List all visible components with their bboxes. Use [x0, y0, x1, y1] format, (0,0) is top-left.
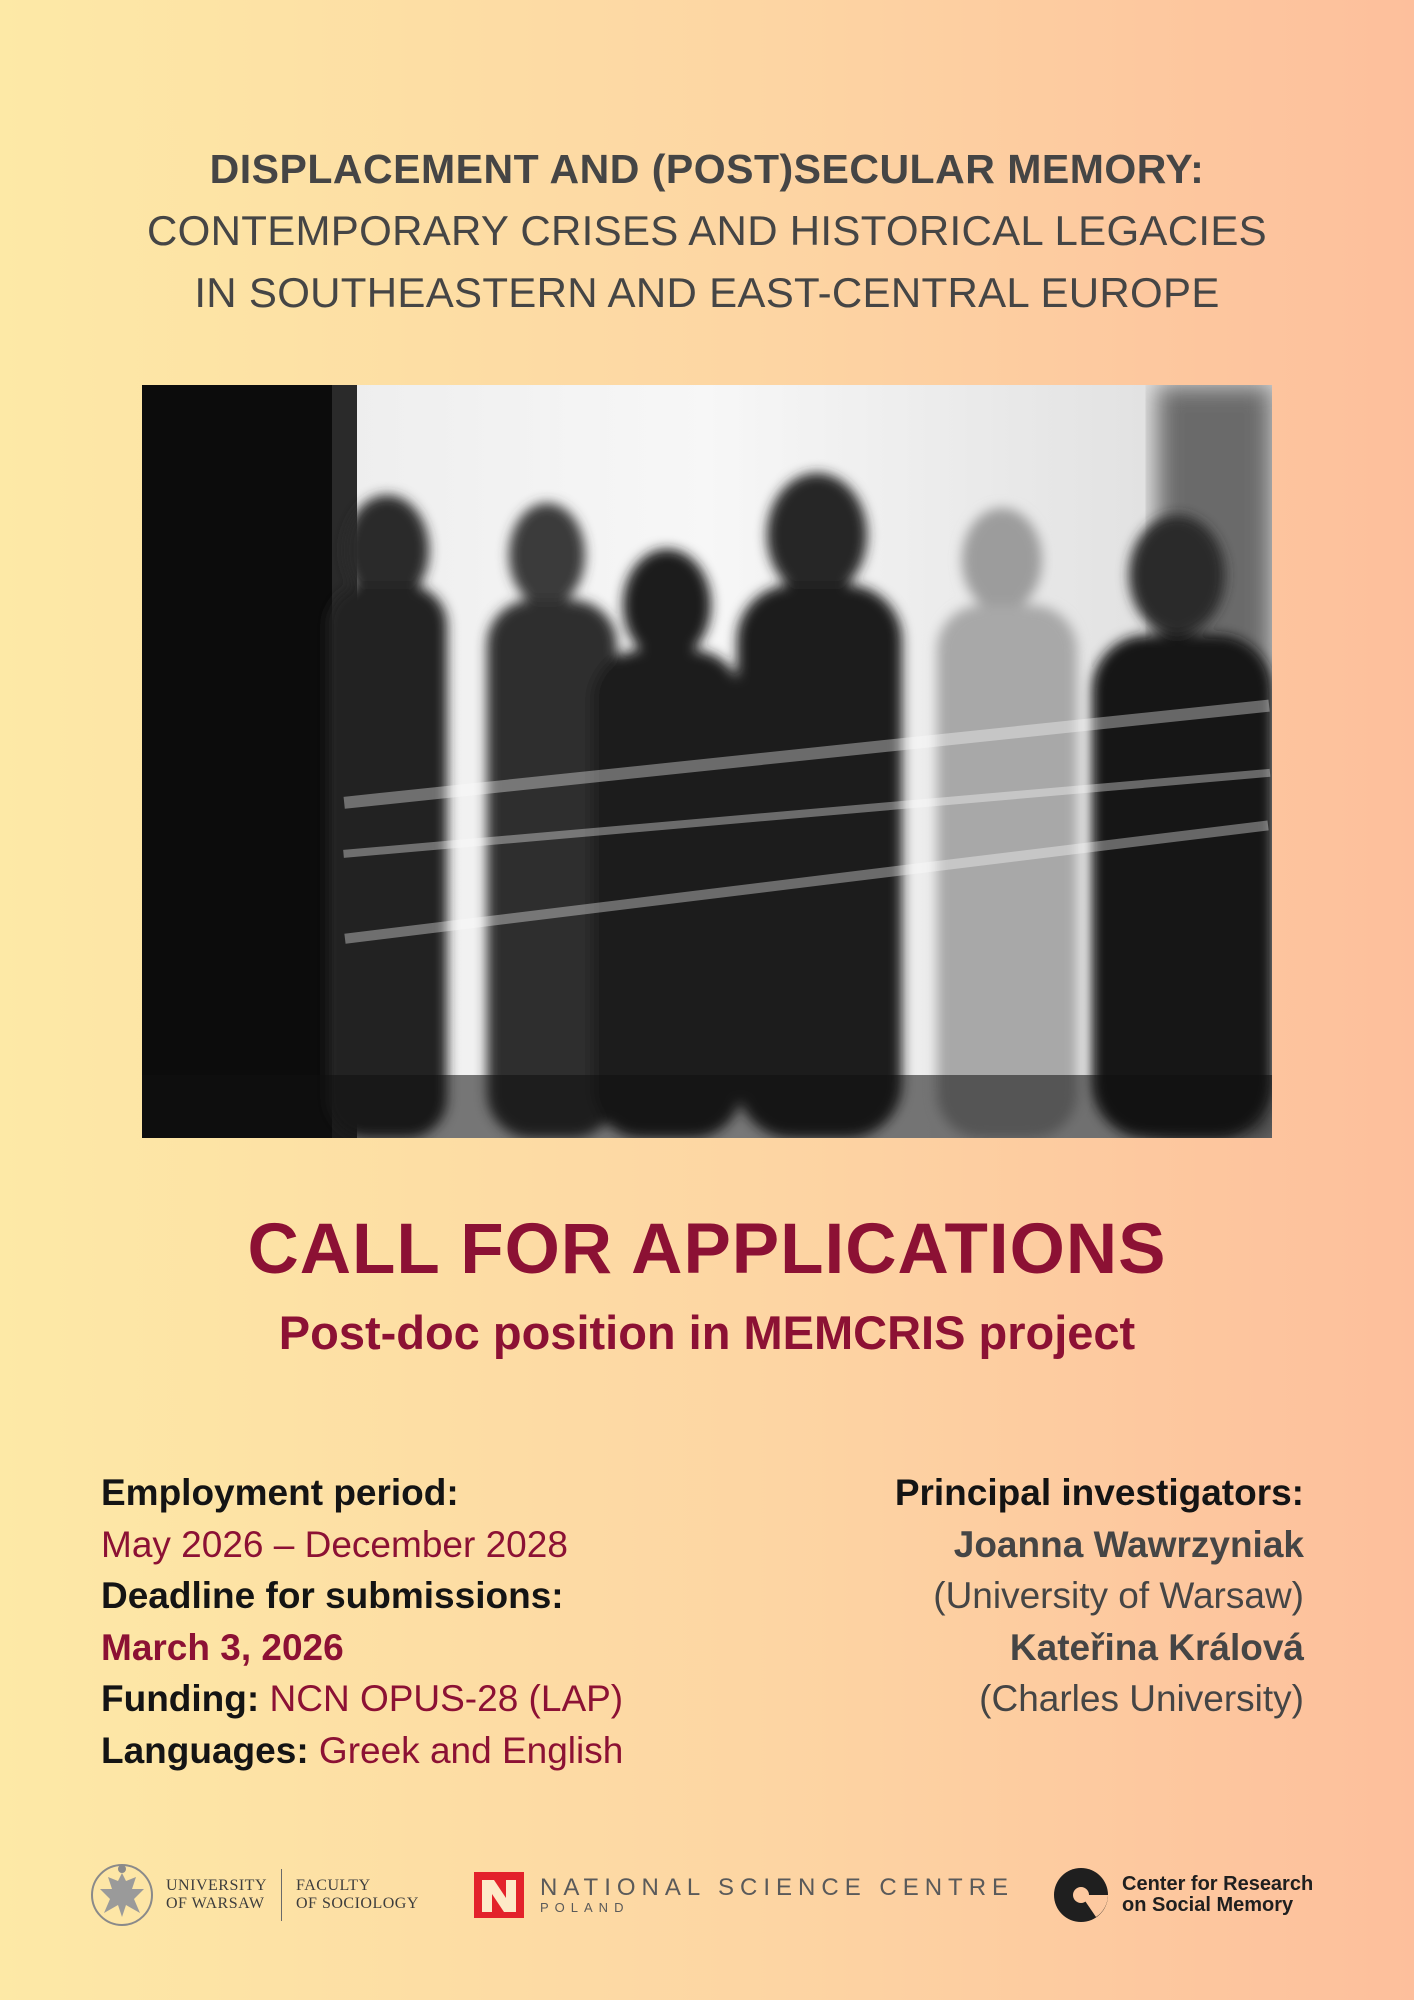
logo-divider: [281, 1869, 282, 1921]
deadline-value: March 3, 2026: [101, 1626, 344, 1668]
crsm-line-1: Center for Research: [1122, 1873, 1314, 1895]
faculty-line-2: OF SOCIOLOGY: [296, 1895, 419, 1912]
languages-value: Greek and English: [318, 1729, 624, 1771]
deadline-label: Deadline for submissions:: [101, 1575, 564, 1616]
silhouettes-image: [142, 385, 1272, 1138]
poster-header: [0, 138, 1414, 324]
ncn-line-1: NATIONAL SCIENCE CENTRE: [540, 1874, 1015, 1901]
employment-value: May 2026 – December 2028: [101, 1523, 568, 1565]
funding-value: NCN OPUS-28 (LAP): [269, 1678, 624, 1719]
crsm-line-2: on Social Memory: [1122, 1894, 1294, 1916]
hero-photo: [142, 385, 1272, 1138]
call-section: [0, 1205, 1414, 1365]
pi-affiliation-2: (Charles University): [979, 1678, 1304, 1719]
funding-label: Funding:: [101, 1678, 260, 1719]
call-title: CALL FOR APPLICATIONS: [247, 1210, 1167, 1289]
position-details: [101, 1467, 623, 1776]
ncn-logo: [474, 1855, 1014, 1935]
pi-affiliation-1: (University of Warsaw): [933, 1575, 1304, 1616]
crsm-logo: [1052, 1855, 1313, 1935]
footer-logos: [0, 1855, 1414, 1935]
employment-label: Employment period:: [101, 1472, 459, 1513]
header-subtitle-line-2: IN SOUTHEASTERN AND EAST-CENTRAL EUROPE: [194, 269, 1220, 316]
header-subtitle-line-1: CONTEMPORARY CRISES AND HISTORICAL LEGACIES: [147, 207, 1267, 254]
uw-line-1: UNIVERSITY: [166, 1877, 267, 1894]
call-subtitle: Post-doc position in MEMCRIS project: [278, 1306, 1136, 1359]
pi-label: Principal investigators:: [894, 1472, 1304, 1513]
languages-label: Languages:: [101, 1729, 309, 1771]
header-title: DISPLACEMENT AND (POST)SECULAR MEMORY:: [209, 146, 1205, 192]
principal-investigators: [895, 1467, 1304, 1725]
ncn-mark-icon: [474, 1872, 524, 1918]
pi-name-1: Joanna Wawrzyniak: [953, 1523, 1304, 1565]
university-of-warsaw-logo: [86, 1855, 419, 1935]
crsm-mark-icon: [1052, 1866, 1110, 1924]
uw-line-2: OF WARSAW: [166, 1895, 265, 1912]
faculty-line-1: FACULTY: [296, 1877, 371, 1894]
eagle-emblem-icon: [86, 1859, 158, 1931]
pi-name-2: Kateřina Králová: [1009, 1626, 1304, 1668]
ncn-line-2: POLAND: [540, 1900, 630, 1915]
